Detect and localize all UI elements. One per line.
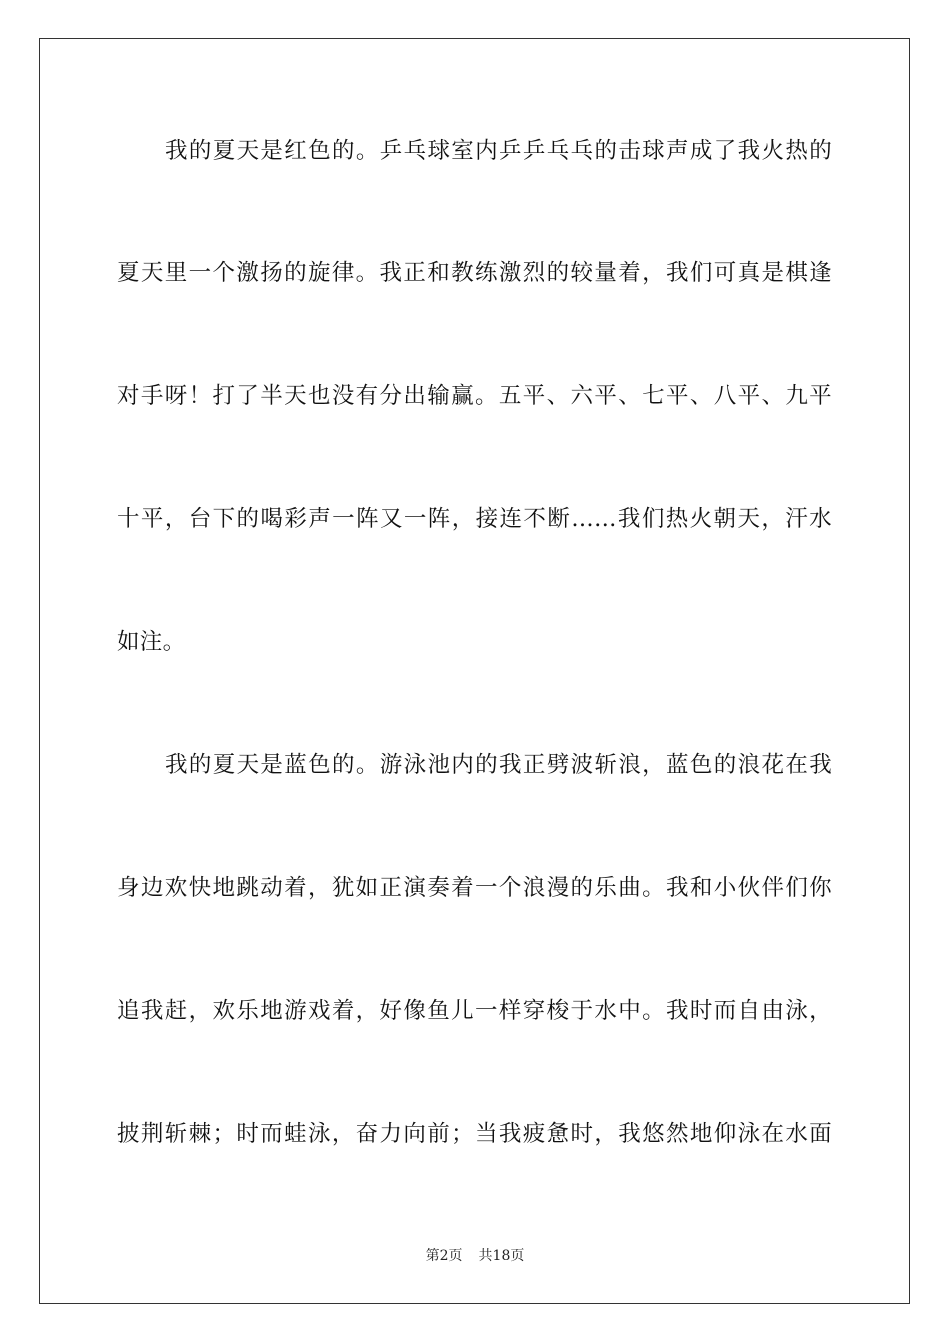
paragraph-2-line-2: 身边欢快地跳动着，犹如正演奏着一个浪漫的乐曲。我和小伙伴们你 xyxy=(117,875,832,901)
paragraph-1-line-4: 十平，台下的喝彩声一阵又一阵，接连不断……我们热火朝天，汗水 xyxy=(117,506,832,532)
page-number: 第2页 xyxy=(425,1248,463,1264)
paragraph-2-line-3: 追我赶，欢乐地游戏着，好像鱼儿一样穿梭于水中。我时而自由泳， xyxy=(117,998,832,1024)
paragraph-2-line-1: 我的夏天是蓝色的。游泳池内的我正劈波斩浪，蓝色的浪花在我 xyxy=(165,752,832,778)
paragraph-1-line-2: 夏天里一个激扬的旋律。我正和教练激烈的较量着，我们可真是棋逢 xyxy=(117,260,832,286)
paragraph-2-line-4: 披荆斩棘；时而蛙泳，奋力向前；当我疲惫时，我悠然地仰泳在水面 xyxy=(117,1121,832,1147)
total-pages: 共18页 xyxy=(478,1248,525,1264)
page-footer xyxy=(0,1246,950,1266)
paragraph-1-line-3: 对手呀！打了半天也没有分出输赢。五平、六平、七平、八平、九平 xyxy=(117,383,832,409)
paragraph-1-line-5: 如注。 xyxy=(117,629,186,655)
paragraph-1-line-1: 我的夏天是红色的。乒乓球室内乒乒乓乓的击球声成了我火热的 xyxy=(165,138,832,164)
page-border xyxy=(39,38,910,1304)
